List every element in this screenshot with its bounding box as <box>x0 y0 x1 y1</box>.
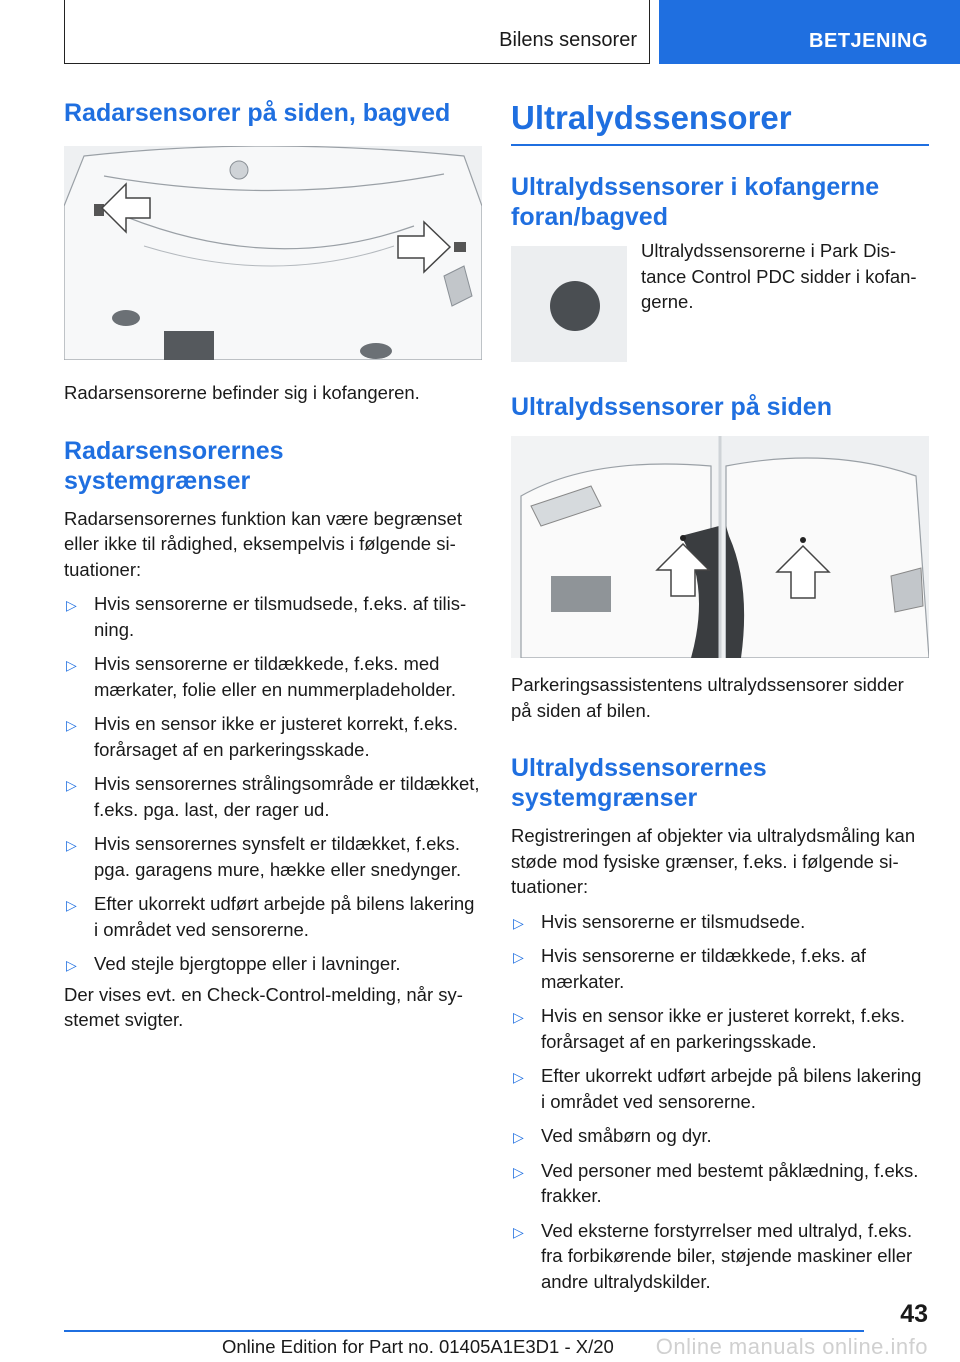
header-chapter-tab <box>659 0 960 64</box>
caption-rear-radar: Radarsensorerne befinder sig i kofangeren. <box>64 382 420 403</box>
left-column <box>64 98 482 1033</box>
right-column <box>511 98 929 1294</box>
page-number: 43 <box>900 1300 928 1328</box>
list-item: ▷ Hvis sensorerne er tildækkede, f.eks. af mærkater. <box>513 945 866 992</box>
rear-bumper-image <box>64 146 482 360</box>
list-item: ▷ Ved stejle bjergtoppe eller i lavninger. <box>64 951 482 977</box>
ultrasonic-limits-intro: Registreringen af objekter via ultralydsmåling kan støde mod fysiske grænser, f.eks. i følgende situationer: <box>511 825 916 897</box>
list-item: ▷ Hvis en sensor ikke er justeret korrekt, f.eks. forårsaget af en parkeringsskade. <box>66 713 458 760</box>
list-item: ▷ Ved personer med bestemt påklædning, f.eks. frakker. <box>513 1159 919 1206</box>
triangle-right-icon: ▷ <box>66 597 77 613</box>
heading-ultrasonic-side: Ultralydssensorer på siden <box>511 393 832 421</box>
triangle-right-icon: ▷ <box>66 957 77 973</box>
list-item: ▷ Ved småbørn og dyr. <box>511 1123 929 1149</box>
watermark: Online manuals online.info <box>655 1334 928 1359</box>
triangle-right-icon: ▷ <box>513 1009 524 1025</box>
list-item: ▷ Hvis sensorernes synsfelt er tildækket, f.eks. pga. garagens mure, hække eller snedynger. <box>66 833 462 880</box>
list-item: ▷ Efter ukorrekt udført arbejde på bilens lakering i området ved sensorerne. <box>513 1065 922 1112</box>
radar-failure-note: Der vises evt. en Check-Control-melding, når systemet svigter. <box>64 983 463 1030</box>
header-box <box>64 0 650 64</box>
triangle-right-icon: ▷ <box>513 914 524 931</box>
side-sensor-image <box>511 436 929 658</box>
list-item: ▷ Efter ukorrekt udført arbejde på bilens lakering i området ved sensorerne. <box>66 893 475 940</box>
sensor-illustration <box>511 246 627 362</box>
triangle-right-icon: ▷ <box>66 657 77 673</box>
list-item: ▷ Hvis sensorernes strålingsområde er tildækket, f.eks. pga. last, der rager ud. <box>66 773 480 820</box>
footer-divider <box>64 1330 864 1332</box>
triangle-right-icon: ▷ <box>66 777 77 793</box>
caption-side-sensors: Parkeringsassistentens ultralydssensorer sidder på siden af bilen. <box>511 674 904 721</box>
heading-radar-rear: Radarsensorer på siden, bagved <box>64 99 451 127</box>
triangle-right-icon: ▷ <box>66 897 77 913</box>
list-item: ▷ Hvis sensorerne er tildækkede, f.eks. med mærkater, folie eller en nummerpladeholder. <box>66 653 456 700</box>
radar-limits-intro: Radarsensorernes funktion kan være begrænset eller ikke til rådighed, eksempelvis i følgende situationer: <box>64 507 462 580</box>
list-item: ▷ Hvis sensorerne er tilsmudsede. <box>511 909 929 935</box>
triangle-right-icon: ▷ <box>66 837 77 853</box>
header-section-title: Bilens sensorer <box>499 29 637 51</box>
list-item: ▷ Hvis sensorerne er tilsmudsede, f.eks. af tilisning. <box>66 593 467 640</box>
sensor-image <box>511 246 627 362</box>
bumper-sensor-text: Ultralydssensorerne i Park Distance Control PDC sidder i kofangerne. <box>641 240 917 312</box>
list-item: ▷ Ved eksterne forstyrrelser med ultralyd, f.eks. fra forbikørende biler, støjende maskiner eller andre ultralydskilder. <box>513 1219 913 1292</box>
ultrasonic-limits-list <box>511 909 929 1295</box>
triangle-right-icon: ▷ <box>66 717 77 733</box>
heading-ultrasonic-limits: Ultralydssensorernes systemgrænser <box>511 754 767 812</box>
triangle-right-icon: ▷ <box>513 1129 524 1145</box>
heading-ultrasonic: Ultralydssensorer <box>511 98 929 146</box>
rear-bumper-illustration <box>64 146 482 360</box>
triangle-right-icon: ▷ <box>513 1223 524 1240</box>
triangle-right-icon: ▷ <box>513 949 524 965</box>
footer-edition: Online Edition for Part no. 01405A1E3D1 - X/20 <box>222 1336 614 1357</box>
header-chapter-label: BETJENING <box>809 30 928 52</box>
heading-radar-limits: Radarsensorernes systemgrænser <box>64 436 284 495</box>
triangle-right-icon: ▷ <box>513 1163 524 1180</box>
radar-limits-list <box>64 591 482 977</box>
heading-ultrasonic-bumpers: Ultralydssensorer i kofangerne foran/bagved <box>511 173 880 231</box>
bumper-sensor-row <box>511 240 929 362</box>
triangle-right-icon: ▷ <box>513 1069 524 1085</box>
list-item: ▷ Hvis en sensor ikke er justeret korrekt, f.eks. forårsaget af en parkeringsskade. <box>513 1005 905 1052</box>
side-sensor-illustration <box>511 436 929 658</box>
